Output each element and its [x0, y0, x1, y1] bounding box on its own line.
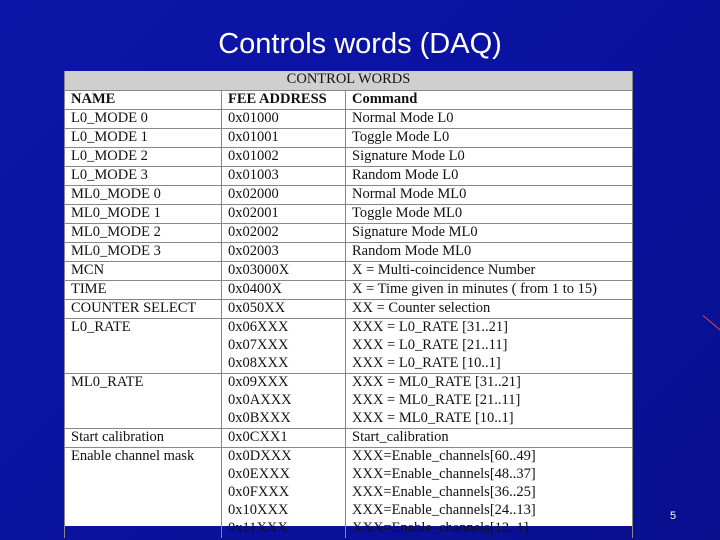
table-row — [65, 110, 633, 129]
cell-address: 0x09XXX — [222, 374, 346, 393]
cell-name — [65, 355, 222, 374]
cell-name: L0_MODE 0 — [65, 110, 222, 129]
cell-command: Signature Mode ML0 — [346, 224, 633, 243]
cell-address: 0x0BXXX — [222, 410, 346, 429]
cell-command: XXX=Enable_channels[24..13] — [346, 502, 633, 520]
table-row — [65, 167, 633, 186]
cell-command: Normal Mode L0 — [346, 110, 633, 129]
cell-address: 0x0CXX1 — [222, 429, 346, 448]
cell-address: 0x01001 — [222, 129, 346, 148]
cell-address: 0x0EXXX — [222, 466, 346, 484]
cell-command: XXX = ML0_RATE [21..11] — [346, 392, 633, 410]
cell-name: Start calibration — [65, 429, 222, 448]
cell-name: TIME — [65, 281, 222, 300]
cell-name: L0_MODE 3 — [65, 167, 222, 186]
cell-command: XXX = L0_RATE [10..1] — [346, 355, 633, 374]
cell-name: ML0_MODE 1 — [65, 205, 222, 224]
decorative-line — [703, 315, 720, 334]
table-row — [65, 520, 633, 538]
cell-name: ML0_RATE — [65, 374, 222, 393]
cell-address: 0x02000 — [222, 186, 346, 205]
cell-name — [65, 392, 222, 410]
cell-address: 0x01003 — [222, 167, 346, 186]
table-row — [65, 392, 633, 410]
table-row — [65, 319, 633, 338]
cell-name — [65, 484, 222, 502]
cell-address: 0x02001 — [222, 205, 346, 224]
cell-address: 0x0400X — [222, 281, 346, 300]
cell-command: Start_calibration — [346, 429, 633, 448]
cell-address: 0x01002 — [222, 148, 346, 167]
column-header-name: NAME — [65, 91, 222, 110]
cell-command: XXX = ML0_RATE [10..1] — [346, 410, 633, 429]
cell-name: L0_RATE — [65, 319, 222, 338]
cell-command: Random Mode L0 — [346, 167, 633, 186]
table-row — [65, 224, 633, 243]
cell-address: 0x01000 — [222, 110, 346, 129]
table-row — [65, 355, 633, 374]
cell-address: 0x06XXX — [222, 319, 346, 338]
control-words-table — [64, 71, 633, 538]
table-row — [65, 186, 633, 205]
cell-command: XXX = ML0_RATE [31..21] — [346, 374, 633, 393]
table-caption: CONTROL WORDS — [65, 71, 633, 91]
cell-command: XXX=Enable_channels[12..1] — [346, 520, 633, 538]
slide-number: 5 — [669, 510, 677, 522]
cell-address: 0x03000X — [222, 262, 346, 281]
table-row — [65, 281, 633, 300]
column-header-address: FEE ADDRESS — [222, 91, 346, 110]
table-row — [65, 374, 633, 393]
cell-name — [65, 337, 222, 355]
table-row — [65, 410, 633, 429]
cell-address: 0x07XXX — [222, 337, 346, 355]
cell-address: 0x0FXXX — [222, 484, 346, 502]
cell-name: Enable channel mask — [65, 448, 222, 467]
cell-name — [65, 502, 222, 520]
table-row — [65, 448, 633, 467]
cell-name: ML0_MODE 2 — [65, 224, 222, 243]
cell-command: XXX=Enable_channels[36..25] — [346, 484, 633, 502]
control-words-table-container — [64, 71, 632, 536]
cell-address: 0x11XXX — [222, 520, 346, 538]
cell-name: L0_MODE 2 — [65, 148, 222, 167]
cell-name — [65, 466, 222, 484]
cell-command: Toggle Mode ML0 — [346, 205, 633, 224]
cell-command: Normal Mode ML0 — [346, 186, 633, 205]
cell-address: 0x08XXX — [222, 355, 346, 374]
table-row — [65, 205, 633, 224]
cell-name: COUNTER SELECT — [65, 300, 222, 319]
cell-command: XXX=Enable_channels[60..49] — [346, 448, 633, 467]
table-row — [65, 466, 633, 484]
cell-command: Toggle Mode L0 — [346, 129, 633, 148]
table-row — [65, 129, 633, 148]
table-body — [65, 110, 633, 539]
cell-address: 0x02002 — [222, 224, 346, 243]
cell-name: MCN — [65, 262, 222, 281]
table-row — [65, 243, 633, 262]
cell-address: 0x10XXX — [222, 502, 346, 520]
cell-name: L0_MODE 1 — [65, 129, 222, 148]
slide-title: Controls words (DAQ) — [218, 28, 502, 60]
cell-command: XX = Counter selection — [346, 300, 633, 319]
table-row — [65, 429, 633, 448]
cell-name — [65, 520, 222, 538]
table-header-row — [65, 91, 633, 110]
cell-command: XXX=Enable_channels[48..37] — [346, 466, 633, 484]
table-row — [65, 484, 633, 502]
cell-command: Random Mode ML0 — [346, 243, 633, 262]
table-row — [65, 337, 633, 355]
cell-name: ML0_MODE 0 — [65, 186, 222, 205]
column-header-command: Command — [346, 91, 633, 110]
cell-address: 0x0DXXX — [222, 448, 346, 467]
table-row — [65, 300, 633, 319]
table-row — [65, 148, 633, 167]
cell-address: 0x0AXXX — [222, 392, 346, 410]
cell-command: XXX = L0_RATE [21..11] — [346, 337, 633, 355]
cell-address: 0x02003 — [222, 243, 346, 262]
cell-name: ML0_MODE 3 — [65, 243, 222, 262]
table-caption-row — [65, 71, 633, 91]
cell-command: X = Time given in minutes ( from 1 to 15) — [346, 281, 633, 300]
cell-name — [65, 410, 222, 429]
cell-command: Signature Mode L0 — [346, 148, 633, 167]
cell-command: XXX = L0_RATE [31..21] — [346, 319, 633, 338]
cell-command: X = Multi-coincidence Number — [346, 262, 633, 281]
table-row — [65, 502, 633, 520]
table-row — [65, 262, 633, 281]
cell-address: 0x050XX — [222, 300, 346, 319]
